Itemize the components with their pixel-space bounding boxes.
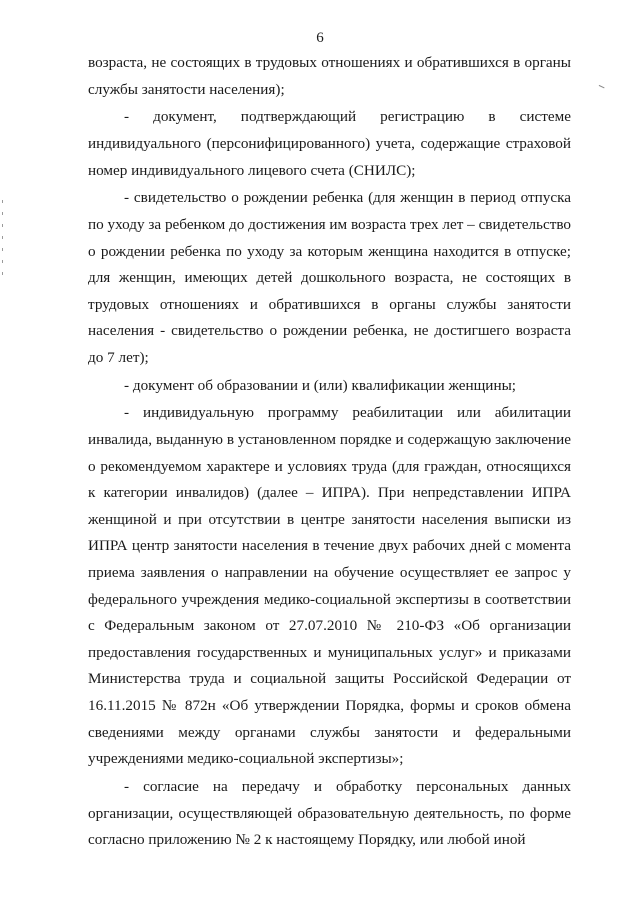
list-item-education-document: - документ об образовании и (или) квалификации женщины; xyxy=(124,376,516,394)
list-item-snils: - документ, подтверждающий регистрацию в системе индивидуального (персонифицированного) учета, содержащие страховой номер индивидуального лицевого счета (СНИЛС); xyxy=(88,108,571,179)
list-item-consent: - согласие на передачу и обработку персональных данных организации, осуществляющей образовательную деятельность, по форме согласно приложению № 2 к настоящему Порядку, или любой иной xyxy=(88,777,571,849)
scan-artifact-mark xyxy=(597,85,604,91)
list-item-ipra: - индивидуальную программу реабилитации или абилитации инвалида, выданную в установленном порядке и содержащую заключение о рекомендуемом характере и условиях труда (для граждан, относящихся к категории инвалидов) (далее – ИПРА). При непредставлении ИПРА женщиной и при отсутствии в центре занятости населения выписки из ИПРА центр занятости населения в течение двух рабочих дней с момента приема заявления о направлении на обучение осуществляет ее запрос у федерального учреждения медико-социальной экспертизы в соответствии с Федеральным законом от 27.07.2010 № 210-ФЗ «Об организации предоставления государственных и муниципальных услуг» и приказами Министерства труда и социальной защиты Российской Федерации от 16.11.2015 № 872н «Об утверждении Порядка, формы и сроков обмена сведениями между органами службы занятости и федеральными учреждениями медико-социальной экспертизы»; xyxy=(88,404,571,768)
binding-edge-marks xyxy=(2,200,4,290)
list-item-birth-certificate: - свидетельство о рождении ребенка (для женщин в период отпуска по уходу за ребенком до достижения им возраста трех лет – свидетельство о рождении ребенка по уходу за которым женщина находится в отпуске; для женщин, имеющих детей дошкольного возраста, не состоящих в трудовых отношениях и обратившихся в органы службы занятости населения - свидетельство о рождении ребенка, не достигшего возраста до 7 лет); xyxy=(88,189,571,366)
paragraph-continuation: возраста, не состоящих в трудовых отношениях и обратившихся в органы службы занятости населения); xyxy=(88,54,571,98)
document-body xyxy=(88,50,571,855)
page-number: 6 xyxy=(316,30,324,46)
